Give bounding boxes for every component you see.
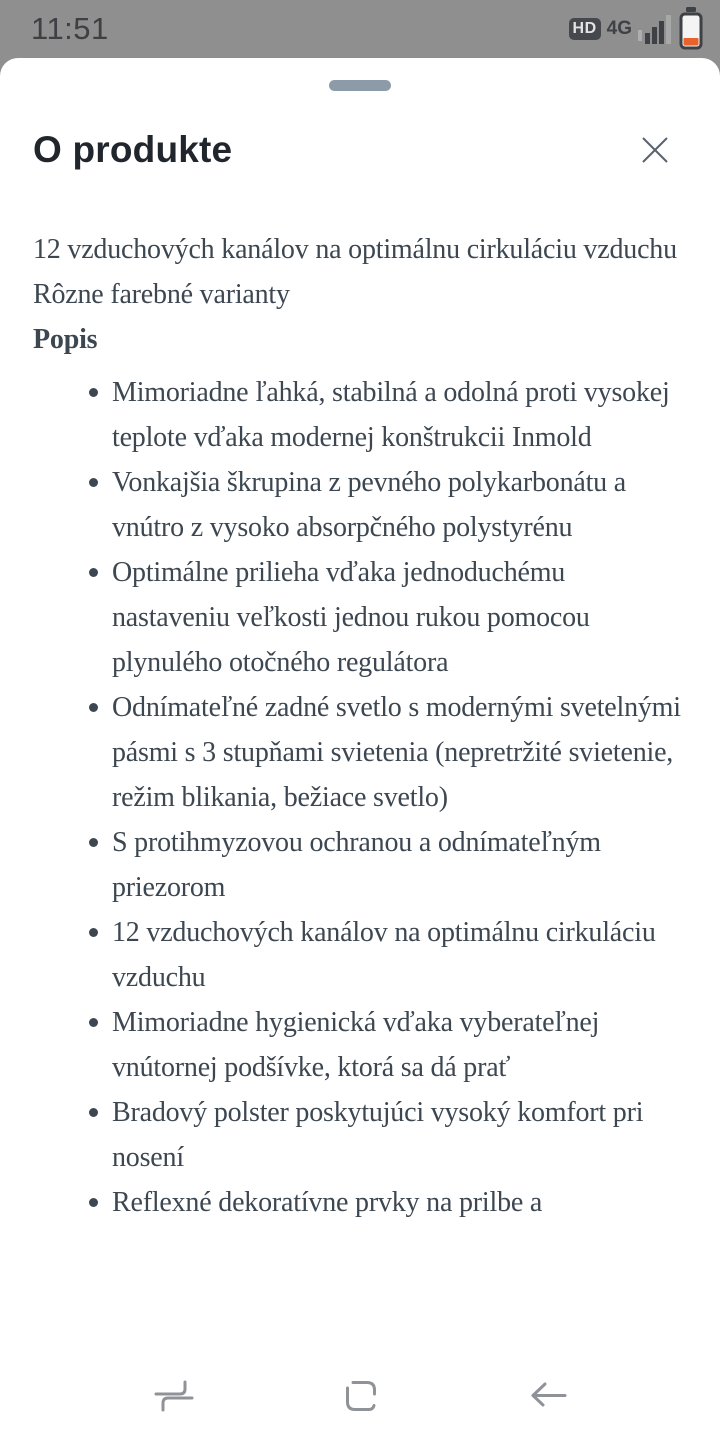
list-item [33, 1000, 687, 1090]
list-item [33, 910, 687, 1000]
signal-strength-icon [638, 14, 672, 44]
status-icons [569, 7, 704, 51]
list-item [33, 1180, 687, 1225]
list-item [33, 820, 687, 910]
list-item [33, 1090, 687, 1180]
bullet-dot [89, 928, 98, 937]
list-item [33, 370, 687, 460]
product-description [33, 227, 687, 1225]
close-icon [639, 154, 671, 169]
intro-line: Rôzne farebné varianty [33, 279, 290, 310]
bullet-dot [89, 478, 98, 487]
list-item [33, 685, 687, 820]
bullet-dot [89, 388, 98, 397]
bullet-dot [89, 838, 98, 847]
list-item [33, 460, 687, 550]
recents-icon [152, 1400, 196, 1415]
sheet-header [33, 129, 687, 171]
list-item-text: Mimoriadne hygienická vďaka vyberateľnej vnútornej podšívke, ktorá sa dá prať [112, 1007, 600, 1083]
intro-line: 12 vzduchových kanálov na optimálnu cirkuláciu vzduchu [33, 234, 677, 265]
bullet-dot [89, 703, 98, 712]
close-button[interactable] [639, 134, 671, 166]
description-list [33, 370, 687, 1225]
list-item-text: Bradový polster poskytujúci vysoký komfort pri nosení [112, 1097, 644, 1173]
list-item-text: Optimálne prilieha vďaka jednoduchému nastaveniu veľkosti jednou rukou pomocou plynulého otočného regulátora [112, 557, 590, 678]
bullet-dot [89, 568, 98, 577]
clock: 11:51 [31, 11, 109, 46]
network-type-label: 4G [606, 18, 632, 39]
volte-hd-icon: HD [569, 18, 601, 40]
list-item-text: Odnímateľné zadné svetlo s modernými svetelnými pásmi s 3 stupňami svietenia (nepretržité svietenie, režim blikania, bežiace svetlo) [112, 692, 681, 813]
home-icon [342, 1403, 380, 1418]
back-icon [526, 1399, 568, 1414]
bullet-dot [89, 1108, 98, 1117]
list-item-text: 12 vzduchových kanálov na optimálnu cirkuláciu vzduchu [112, 917, 656, 993]
drag-handle-icon[interactable] [329, 80, 391, 91]
section-heading: Popis [33, 324, 98, 355]
battery-icon [678, 7, 704, 51]
product-info-sheet [0, 58, 720, 1440]
bullet-dot [89, 1198, 98, 1207]
bullet-dot [89, 1018, 98, 1027]
list-item-text: Reflexné dekoratívne prvky na prilbe a [112, 1187, 543, 1218]
navigation-bar [0, 1352, 720, 1440]
list-item-text: S protihmyzovou ochranou a odnímateľným priezorom [112, 827, 601, 903]
recents-button[interactable] [152, 1380, 196, 1412]
sheet-title: O produkte [33, 129, 233, 170]
list-item [33, 550, 687, 685]
back-button[interactable] [526, 1381, 568, 1411]
home-button[interactable] [342, 1377, 380, 1415]
list-item-text: Mimoriadne ľahká, stabilná a odolná proti vysokej teplote vďaka modernej konštrukcii Inmold [112, 377, 670, 453]
status-bar [0, 0, 720, 58]
list-item-text: Vonkajšia škrupina z pevného polykarbonátu a vnútro z vysoko absorpčného polystyrénu [112, 467, 626, 543]
